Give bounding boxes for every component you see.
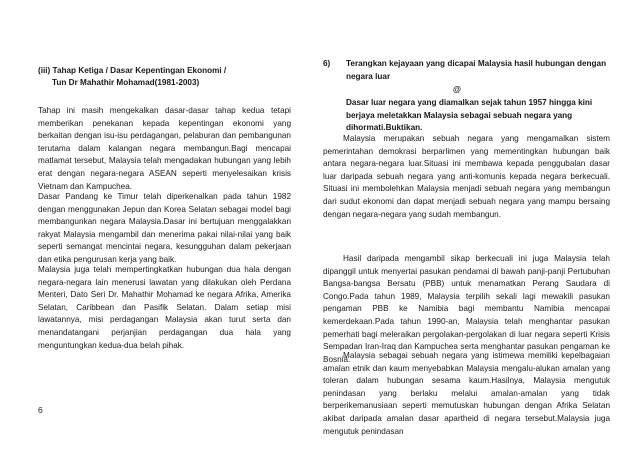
page-number: 6 <box>38 405 43 415</box>
alternative-question-marker: @ <box>453 85 461 94</box>
question-number: 6) <box>323 59 331 68</box>
section-heading-line2: Tun Dr Mahathir Mohamad(1981-2003) <box>52 78 200 87</box>
left-paragraph-2: Dasar Pandang ke Timur telah diperkenalkan pada tahun 1982 dengan menggunakan Jepun dan Korea Selatan sebagai model bagi membangunkan negara Malaysia.Dasar ini bertujuan menggalakkan rakyat Malaysia mengambil dan menerima pakai nilai-nilai yang baik seperti semangat mencintai negara, kesungguhan dalam pekerjaan dan etika pengurusan kerja yang baik. <box>38 192 291 264</box>
alternative-question-text: Dasar luar negara yang diamalkan sejak tahun 1957 hingga kini berjaya meletakkan Malaysia sebagai sebuah negara yang dihormati.Buktikan. <box>346 98 593 133</box>
left-paragraph-3: Malaysia juga telah mempertingkatkan hubungan dua hala dengan negara-negara lain menerusi lawatan yang dilakukan oleh Perdana Menteri, Dato Seri Dr. Mahathir Mohamad ke negara Afrika, Amerika Selatan, Caribbean dan Pasifik Selatan. Dalam setiap misi lawatannya, misi perdagangan Malaysia akan turut serta dan menandatangani perjanjian perdagangan dua hala yang menguntungkan kedua-dua belah pihak. <box>38 265 291 350</box>
question-text: Terangkan kejayaan yang dicapai Malaysia hasil hubungan dengan negara luar <box>346 59 607 81</box>
right-paragraph-3: Malaysia sebagai sebuah negara yang istimewa memiliki kepelbagaian amalan etnik dan kaum menyebabkan Malaysia mengalu-alukan amalan yang toleran dalam hubungan sesama kaum.Hasilnya, Malaysia mengutuk penindasan yang berlaku melalui amalan-amalan yang tidak berperikemanusiaan seperti memutuskan hubungan dengan Afrika Selatan akibat daripada amalan dasar apartheid di negara tersebut.Malaysia juga mengutuk penindasan <box>323 351 610 436</box>
right-paragraph-1: Malaysia merupakan sebuah negara yang mengamalkan sistem pemerintahan demokrasi berparlimen yang mementingkan hubungan baik antara negara-negara luar.Situasi ini membawa kepada penggubalan dasar luar daripada sebuah negara yang anti-komunis kepada negara berkecuali. Situasi ini membolehkan Malaysia menjadi sebuah negara yang membangun dari sudut ekonomi dan dapat menjadi sebuah negara yang mampu bersaing dengan negara-negara yang sudah membangun. <box>323 134 610 219</box>
section-heading-line1: (iii) Tahap Ketiga / Dasar Kepentingan Ekonomi / <box>38 66 227 75</box>
right-paragraph-2: Hasil daripada mengambil sikap berkecuali ini juga Malaysia telah dipanggil untuk menyertai pasukan pendamai di bawah panji-panji Pertubuhan Bangsa-bangsa Bersatu (PBB) untuk menamatkan Perang Saudara di Congo.Pada tahun 1989, Malaysia terpilih sekali lagi mewakili pasukan pengaman PBB ke Namibia bagi membantu Namibia mencapai kemerdekaan.Pada tahun 1990-an, Malaysia telah menghantar pasukan pemerhati bagi meleraikan pergolakan-pergolakan di luar negara seperti Krisis Sempadan Iran-Iraq dan Kampuchea serta menghantar pasukan pengaman ke Bosnia. <box>323 254 610 364</box>
left-paragraph-1: Tahap ini masih mengekalkan dasar-dasar tahap kedua tetapi memberikan penekanan kepada kepentingan ekonomi yang berkaitan dengan isu-isu perdagangan, pelaburan dan pembangunan terutama dalam kalangan negara membangun.Bagi mencapai matlamat tersebut, Malaysia telah mengadakan hubungan yang lebih erat dengan negara-negara ASEAN seperti menyelesaikan krisis Vietnam dan Kampuchea. <box>38 106 291 191</box>
